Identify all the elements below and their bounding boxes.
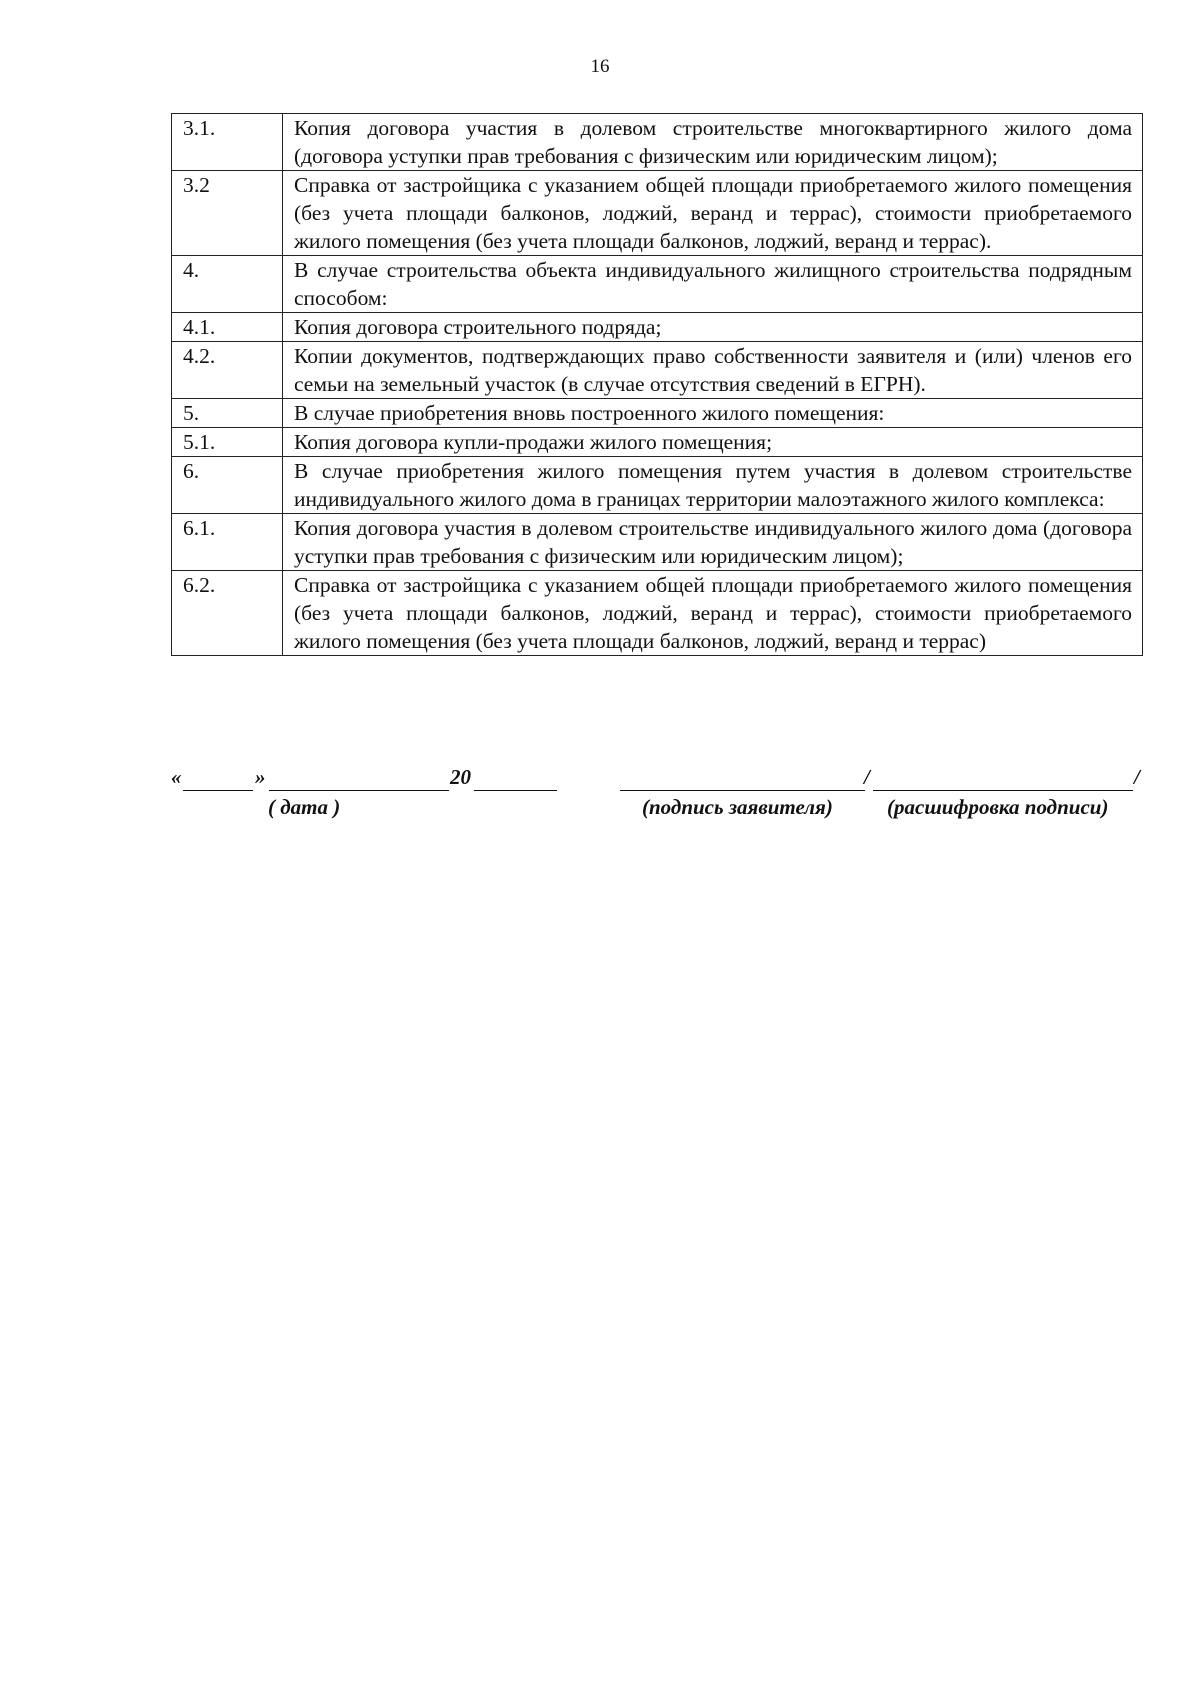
page-number: 16 — [590, 56, 610, 77]
row-number: 3.2 — [172, 171, 283, 256]
date-open-quote: « — [171, 765, 182, 789]
table-row — [172, 571, 1143, 656]
row-number: 5.1. — [172, 428, 283, 457]
table-row — [172, 457, 1143, 514]
row-number: 4.1. — [172, 313, 283, 342]
row-number: 5. — [172, 399, 283, 428]
row-number: 3.1. — [172, 114, 283, 171]
signature-slash-2: / — [1134, 765, 1140, 789]
row-number: 6.1. — [172, 514, 283, 571]
row-text: В случае приобретения жилого помещения путем участия в долевом строительстве индивидуального жилого дома в границах территории малоэтажного жилого комплекса: — [283, 457, 1143, 514]
signature-slash-1: / — [864, 765, 870, 789]
row-text: В случае строительства объекта индивидуального жилищного строительства подрядным способом: — [283, 256, 1143, 313]
row-text: Копия договора участия в долевом строительстве индивидуального жилого дома (договора уступки прав требования с физическим или юридическим лицом); — [283, 514, 1143, 571]
table-row — [172, 114, 1143, 171]
table-row — [172, 428, 1143, 457]
row-text: В случае приобретения вновь построенного жилого помещения: — [283, 399, 1143, 428]
table-row — [172, 256, 1143, 313]
date-month-line — [269, 790, 449, 791]
table-row — [172, 342, 1143, 399]
signature-line — [620, 790, 865, 791]
row-text: Копия договора участия в долевом строительстве многоквартирного жилого дома (договора уступки прав требования с физическим или юридическим лицом); — [283, 114, 1143, 171]
date-day-line — [183, 790, 253, 791]
row-text: Копия договора купли-продажи жилого помещения; — [283, 428, 1143, 457]
row-text: Копия договора строительного подряда; — [283, 313, 1143, 342]
date-close-quote: » — [255, 765, 266, 789]
decoding-label: (расшифровка подписи) — [887, 795, 1109, 819]
signature-label: (подпись заявителя) — [642, 795, 833, 819]
row-number: 4. — [172, 256, 283, 313]
table-row — [172, 514, 1143, 571]
row-number: 6. — [172, 457, 283, 514]
table-row — [172, 171, 1143, 256]
table-row — [172, 399, 1143, 428]
table-row — [172, 313, 1143, 342]
decoding-line — [873, 790, 1133, 791]
row-text: Справка от застройщика с указанием общей площади приобретаемого жилого помещения (без учета площади балконов, лоджий, веранд и террас), стоимости приобретаемого жилого помещения (без учета площади балконов, лоджий, веранд и террас). — [283, 171, 1143, 256]
row-number: 6.2. — [172, 571, 283, 656]
row-text: Справка от застройщика с указанием общей площади приобретаемого жилого помещения (без учета площади балконов, лоджий, веранд и террас), стоимости приобретаемого жилого помещения (без учета площади балконов, лоджий, веранд и террас) — [283, 571, 1143, 656]
documents-table — [171, 113, 1143, 656]
date-year-line — [474, 790, 557, 791]
row-number: 4.2. — [172, 342, 283, 399]
row-text: Копии документов, подтверждающих право собственности заявителя и (или) членов его семьи на земельный участок (в случае отсутствия сведений в ЕГРН). — [283, 342, 1143, 399]
date-label: ( дата ) — [268, 795, 341, 819]
date-year-prefix: 20 — [450, 765, 471, 789]
